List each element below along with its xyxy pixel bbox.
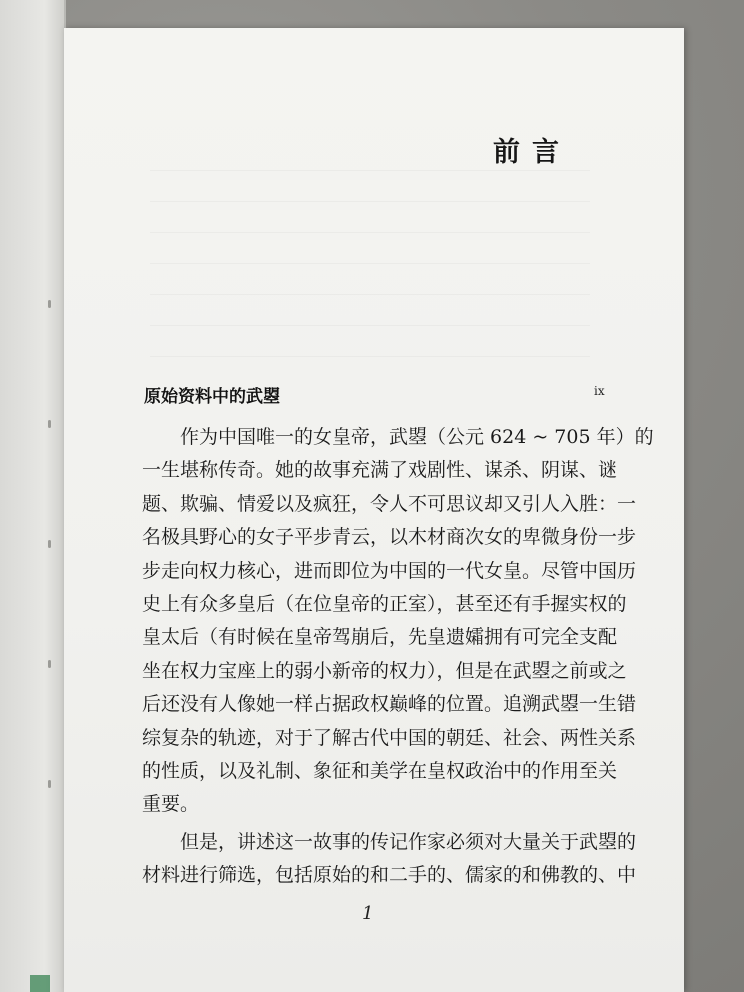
text-line: 作为中国唯一的女皇帝，武曌（公元 624 ~ 705 年）的 (180, 426, 654, 448)
text-line: 名极具野心的女子平步青云，以木材商次女的卑微身份一步 (142, 526, 637, 549)
text-line: 一生堪称传奇。她的故事充满了戏剧性、谋杀、阴谋、谜 (142, 459, 618, 482)
facing-page-edge (0, 0, 66, 992)
chapter-title: 前言 (493, 137, 571, 168)
binding-stitch (48, 780, 51, 788)
binding-stitch (48, 420, 51, 428)
section-heading: 原始资料中的武曌 (144, 387, 280, 407)
body-text (142, 421, 654, 893)
text-line: 史上有众多皇后（在位皇帝的正室），甚至还有手握实权的 (142, 593, 627, 616)
page-number: 1 (362, 903, 374, 924)
margin-page-mark: ix (594, 384, 605, 398)
binding-stitch (48, 660, 51, 668)
text-line: 材料进行筛选，包括原始的和二手的、儒家的和佛教的、中 (142, 864, 637, 887)
paragraph-2 (142, 826, 637, 893)
text-line: 坐在权力宝座上的弱小新帝的权力），但是在武曌之前或之 (142, 659, 627, 682)
text-line: 综复杂的轨迹，对于了解古代中国的朝廷、社会、两性关系 (142, 726, 637, 749)
text-line: 题、欺骗、情爱以及疯狂，令人不可思议却又引人入胜：一 (142, 492, 637, 515)
paragraph-1 (142, 421, 654, 822)
bookmark-ribbon (30, 975, 50, 992)
binding-stitch (48, 300, 51, 308)
text-line: 皇太后（有时候在皇帝驾崩后，先皇遗孀拥有可完全支配 (142, 626, 618, 649)
show-through-text (150, 140, 590, 357)
binding-stitch (48, 540, 51, 548)
text-line: 的性质，以及礼制、象征和美学在皇权政治中的作用至关 (142, 760, 618, 783)
text-line: 步走向权力核心，进而即位为中国的一代女皇。尽管中国历 (142, 559, 637, 582)
text-line: 后还没有人像她一样占据政权巅峰的位置。追溯武曌一生错 (142, 693, 637, 716)
text-line: 重要。 (142, 793, 200, 816)
text-line: 但是，讲述这一故事的传记作家必须对大量关于武曌的 (180, 830, 637, 853)
